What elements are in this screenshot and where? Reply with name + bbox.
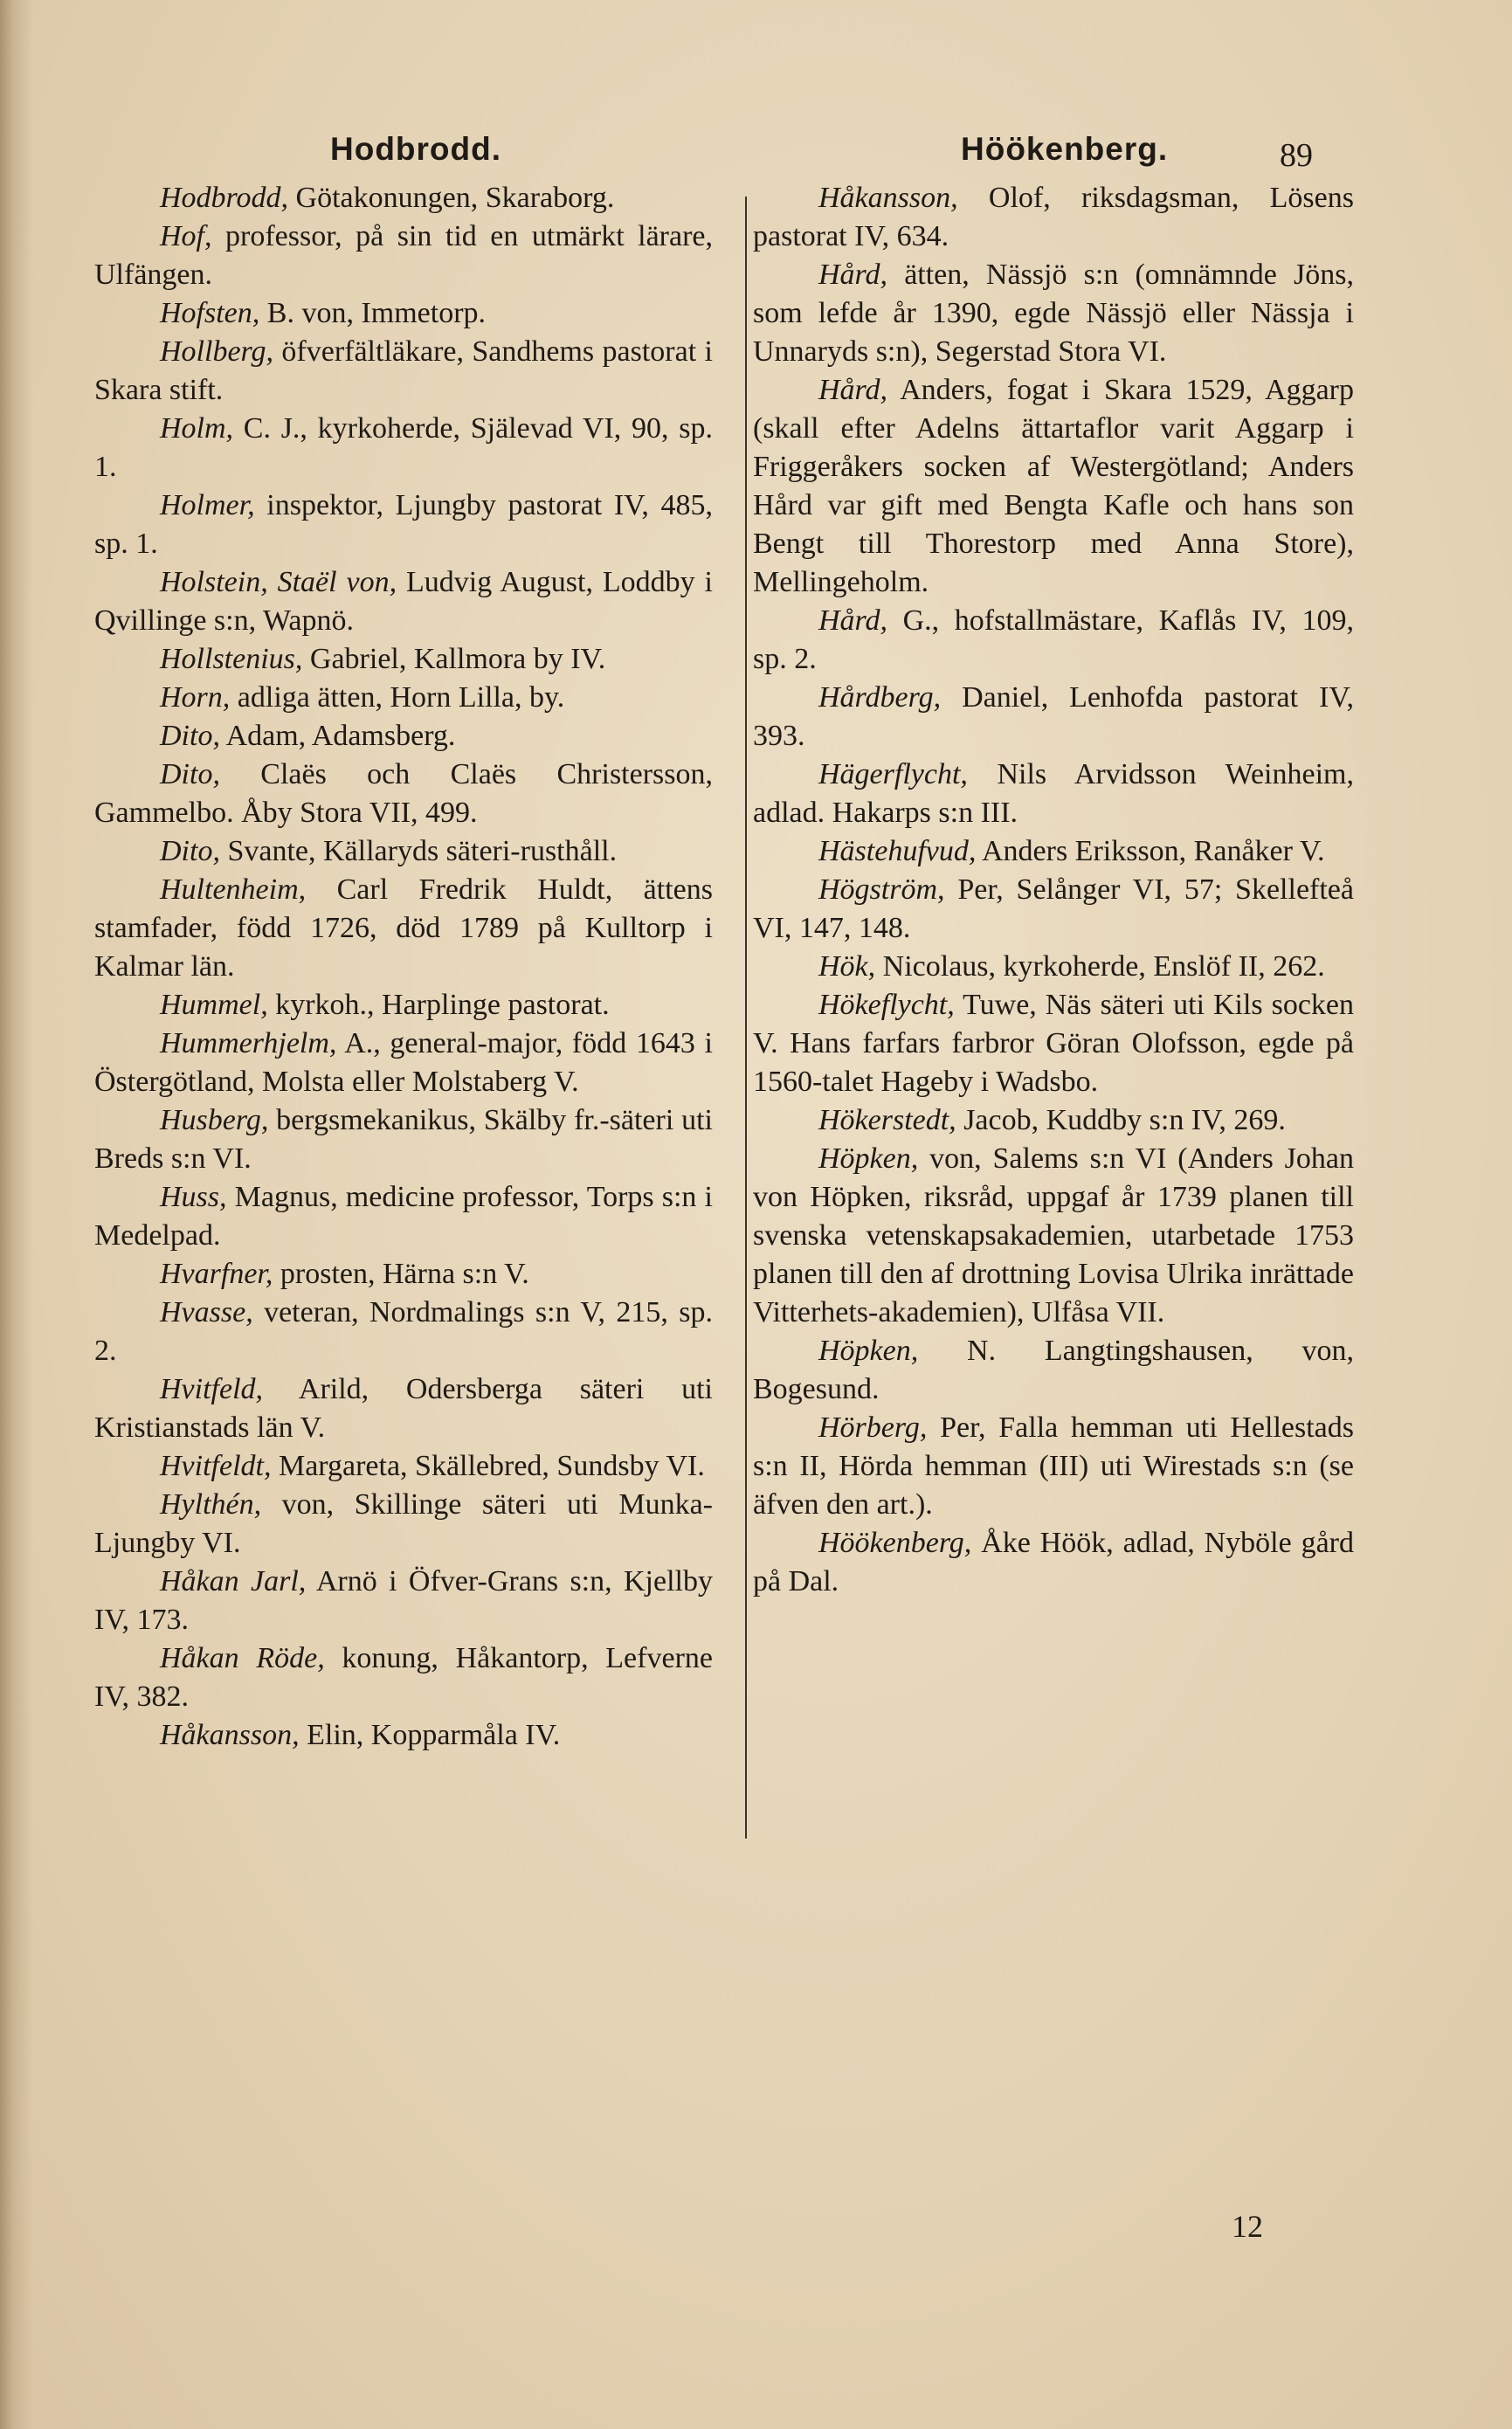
- entry-headword: Hofsten,: [160, 297, 260, 329]
- entry-text: Nicolaus, kyrkoherde, Enslöf II, 262.: [875, 950, 1325, 983]
- index-entry: [753, 832, 1354, 871]
- entry-text: A., general-major, född 1643 i Östergötland, Molsta eller Molstaberg V.: [94, 1027, 713, 1098]
- index-entry: [94, 1294, 713, 1370]
- entry-text: Arnö i Öfver-Grans s:n, Kjellby IV, 173.: [94, 1565, 713, 1636]
- entry-headword: Hollberg,: [160, 335, 274, 368]
- index-entry: [94, 217, 713, 294]
- entry-headword: Hummel,: [160, 989, 268, 1021]
- entry-text: Jacob, Kuddby s:n IV, 269.: [956, 1104, 1286, 1136]
- index-entry: [94, 179, 713, 217]
- index-entry: [753, 948, 1354, 986]
- entry-headword: Högström,: [818, 873, 945, 906]
- entry-text: Anders, fogat i Skara 1529, Aggarp (skall efter Adelns ättartaflor varit Aggarp i Friggeråkers socken af Westergötland; Anders Hård var gift med Bengta Kafle och hans son Bengt till Thorestorp med Anna Store), Mellingeholm.: [753, 374, 1354, 598]
- binding-shadow: [0, 0, 33, 2429]
- entry-text: Daniel, Lenhofda pastorat IV, 393.: [753, 681, 1354, 752]
- index-entry: [753, 256, 1354, 371]
- left-running-head: Hodbrodd.: [330, 131, 502, 167]
- entry-headword: Håkansson,: [818, 182, 958, 214]
- index-entry: [94, 1025, 713, 1101]
- entry-text: von, Skillinge säteri uti Munka-Ljungby VI.: [94, 1488, 713, 1559]
- entry-headword: Hvarfner,: [160, 1258, 273, 1290]
- entry-text: Anders Eriksson, Ranåker V.: [976, 835, 1325, 867]
- entry-headword: Höökenberg,: [818, 1527, 972, 1559]
- index-entry: [753, 179, 1354, 256]
- entry-headword: Holm,: [160, 412, 234, 445]
- entry-headword: Hård,: [818, 374, 888, 406]
- entry-text: C. J., kyrkoherde, Själevad VI, 90, sp. 1.: [94, 412, 713, 483]
- index-entry: [94, 1716, 713, 1755]
- index-entry: [94, 1255, 713, 1294]
- index-entry: [94, 1639, 713, 1716]
- entry-headword: Hårdberg,: [818, 681, 942, 714]
- entry-text: G., hofstallmästare, Kaflås IV, 109, sp. 2.: [753, 604, 1354, 675]
- entry-text: Nils Arvidsson Weinheim, adlad. Hakarps s:n III.: [753, 758, 1354, 829]
- index-entry: [94, 1486, 713, 1563]
- entry-headword: Hård,: [818, 604, 888, 637]
- entry-headword: Hvitfeld,: [160, 1373, 264, 1405]
- signature-mark: 12: [1232, 2209, 1263, 2244]
- index-entry: [753, 1409, 1354, 1524]
- index-entry: [753, 371, 1354, 602]
- entry-headword: Husberg,: [160, 1104, 269, 1136]
- entry-headword: Höpken,: [818, 1335, 919, 1367]
- entry-text: Svante, Källaryds säteri-rusthåll.: [219, 835, 618, 867]
- index-entry: [94, 832, 713, 871]
- entry-text: Tuwe, Näs säteri uti Kils socken V. Hans farfars farbror Göran Olofsson, egde på 1560-talet Hageby i Wadsbo.: [753, 989, 1354, 1098]
- entry-text: Per, Selånger VI, 57; Skellefteå VI, 147, 148.: [753, 873, 1354, 944]
- entry-text: Margareta, Skällebred, Sundsby VI.: [271, 1450, 705, 1482]
- index-entry: [94, 871, 713, 986]
- entry-headword: Håkan Jarl,: [160, 1565, 307, 1597]
- entry-text: inspektor, Ljungby pastorat IV, 485, sp. 1.: [94, 489, 713, 560]
- entry-text: Adam, Adamsberg.: [219, 720, 456, 752]
- entry-headword: Höpken,: [818, 1142, 919, 1175]
- entry-headword: Dito,: [160, 720, 220, 752]
- index-entry: [94, 1447, 713, 1486]
- entry-text: Olof, riksdagsman, Lösens pastorat IV, 634.: [753, 182, 1354, 252]
- entry-headword: Holstein, Staël von,: [160, 566, 397, 598]
- index-entry: [94, 756, 713, 832]
- entry-headword: Hörberg,: [818, 1411, 928, 1444]
- entry-headword: Hästehufvud,: [818, 835, 977, 867]
- index-entry: [94, 1563, 713, 1639]
- entry-headword: Hökeflycht,: [818, 989, 955, 1021]
- entry-text: kyrkoh., Harplinge pastorat.: [267, 989, 610, 1021]
- entry-headword: Hvitfeldt,: [160, 1450, 272, 1482]
- index-entry: [94, 1178, 713, 1255]
- index-entry: [94, 986, 713, 1025]
- entry-headword: Håkan Röde,: [160, 1642, 325, 1674]
- entry-text: Carl Fredrik Huldt, ättens stamfader, född 1726, död 1789 på Kulltorp i Kalmar län.: [94, 873, 713, 983]
- entry-text: konung, Håkantorp, Lefverne IV, 382.: [94, 1642, 713, 1713]
- entry-text: bergsmekanikus, Skälby fr.-säteri uti Breds s:n VI.: [94, 1104, 713, 1175]
- index-entry: [753, 986, 1354, 1101]
- entry-headword: Hollstenius,: [160, 643, 303, 675]
- entry-text: N. Langtingshausen, von, Bogesund.: [753, 1335, 1354, 1405]
- entry-text: Magnus, medicine professor, Torps s:n i Medelpad.: [94, 1181, 713, 1252]
- entry-headword: Hylthén,: [160, 1488, 262, 1521]
- column-rule: [745, 197, 747, 1839]
- entry-headword: Håkansson,: [160, 1719, 300, 1751]
- entry-headword: Dito,: [160, 835, 220, 867]
- entry-text: Per, Falla hemman uti Hellestads s:n II, Hörda hemman (III) uti Wirestads s:n (se äfven den art.).: [753, 1411, 1354, 1521]
- index-entry: [94, 410, 713, 486]
- index-entry: [753, 1524, 1354, 1601]
- entry-text: prosten, Härna s:n V.: [273, 1258, 529, 1290]
- index-entry: [753, 756, 1354, 832]
- entry-headword: Hök,: [818, 950, 876, 983]
- entry-text: öfverfältläkare, Sandhems pastorat i Skara stift.: [94, 335, 713, 406]
- entry-headword: Hård,: [818, 259, 888, 291]
- entry-text: Götakonungen, Skaraborg.: [288, 182, 615, 214]
- entry-text: B. von, Immetorp.: [259, 297, 487, 329]
- index-entry: [753, 1101, 1354, 1140]
- page-number: 89: [1280, 137, 1313, 174]
- index-entry: [94, 294, 713, 333]
- entry-headword: Hultenheim,: [160, 873, 307, 906]
- index-entry: [94, 333, 713, 410]
- index-entry: [753, 602, 1354, 679]
- index-entry: [753, 871, 1354, 948]
- entry-text: Ludvig August, Loddby i Qvillinge s:n, Wapnö.: [94, 566, 713, 637]
- index-entry: [94, 563, 713, 640]
- entry-headword: Hägerflycht,: [818, 758, 968, 790]
- index-entry: [94, 679, 713, 717]
- right-column: [753, 179, 1354, 1601]
- index-entry: [94, 1101, 713, 1178]
- entry-headword: Holmer,: [160, 489, 255, 521]
- left-column: [94, 179, 713, 1755]
- entry-text: Elin, Kopparmåla IV.: [299, 1719, 561, 1751]
- entry-headword: Dito,: [160, 758, 220, 790]
- entry-text: professor, på sin tid en utmärkt lärare, Ulfängen.: [94, 220, 713, 291]
- index-entry: [753, 1140, 1354, 1332]
- right-running-head: Höökenberg.: [961, 131, 1169, 167]
- entry-text: Åke Höök, adlad, Nyböle gård på Dal.: [753, 1527, 1354, 1597]
- entry-headword: Hummerhjelm,: [160, 1027, 337, 1059]
- entry-headword: Huss,: [160, 1181, 227, 1213]
- entry-text: ätten, Nässjö s:n (omnämnde Jöns, som lefde år 1390, egde Nässjö eller Nässja i Unnaryds s:n), Segerstad Stora VI.: [753, 259, 1354, 368]
- entry-headword: Horn,: [160, 681, 231, 714]
- index-entry: [753, 679, 1354, 756]
- entry-headword: Hof,: [160, 220, 212, 252]
- entry-text: von, Salems s:n VI (Anders Johan von Höpken, riksråd, uppgaf år 1739 planen till svenska vetenskapsakademien, utarbetade 1753 planen till den af drottning Lovisa Ulrika inrättade Vitterhets-akademien), Ulfåsa VII.: [753, 1142, 1354, 1328]
- entry-headword: Hvasse,: [160, 1296, 253, 1328]
- entry-text: Claës och Claës Christersson, Gammelbo. Åby Stora VII, 499.: [94, 758, 713, 829]
- entry-text: Arild, Odersberga säteri uti Kristianstads län V.: [94, 1373, 713, 1444]
- entry-text: veteran, Nordmalings s:n V, 215, sp. 2.: [94, 1296, 713, 1367]
- index-entry: [753, 1332, 1354, 1409]
- entry-headword: Hodbrodd,: [160, 182, 289, 214]
- index-entry: [94, 1370, 713, 1447]
- entry-headword: Hökerstedt,: [818, 1104, 956, 1136]
- index-entry: [94, 486, 713, 563]
- index-entry: [94, 717, 713, 756]
- entry-text: adliga ätten, Horn Lilla, by.: [230, 681, 565, 714]
- index-entry: [94, 640, 713, 679]
- entry-text: Gabriel, Kallmora by IV.: [302, 643, 606, 675]
